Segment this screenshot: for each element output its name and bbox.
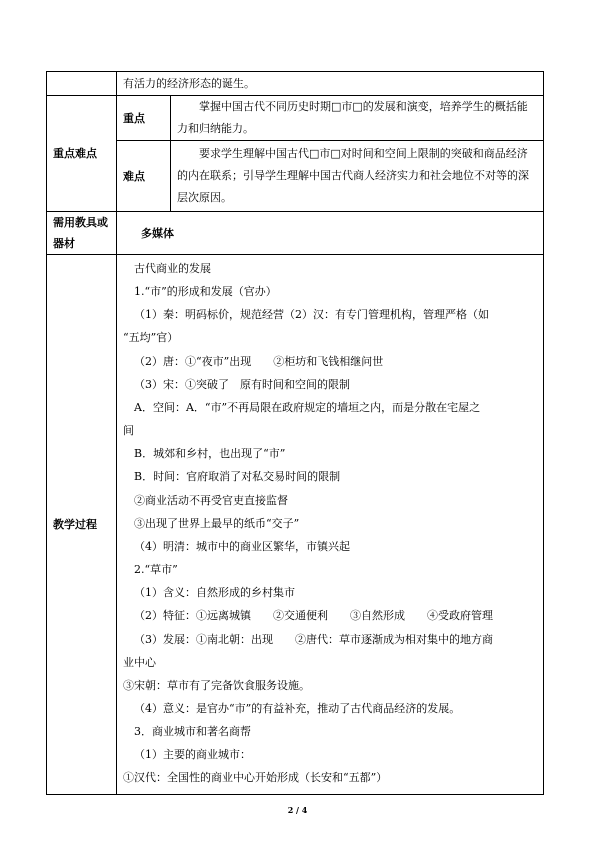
intro-label-cell <box>47 72 117 96</box>
process-line: （2）唐：①“夜市”出现 ②柜坊和飞钱相继问世 <box>134 354 384 368</box>
key-point-row <box>47 96 544 141</box>
process-line: ②商业活动不再受官吏直接监督 <box>134 493 288 507</box>
process-line: （2）特征：①远离城镇 ②交通便利 ③自然形成 ④受政府管理 <box>134 609 493 623</box>
intro-row <box>47 72 544 96</box>
process-line: ③出现了世界上最早的纸币“交子” <box>134 516 300 530</box>
process-line: 1.“市”的形成和发展（官办） <box>134 285 277 299</box>
process-line: （3）宋：①突破了 原有时间和空间的限制 <box>134 377 350 391</box>
process-content <box>117 255 544 795</box>
process-line: B．城郊和乡村，也出现了“市” <box>134 447 286 461</box>
process-line: “五均”官） <box>123 331 179 345</box>
process-line: （4）意义：是官办“市”的有益补充，推动了古代商品经济的发展。 <box>134 701 461 715</box>
tools-label: 需用教具或器材 <box>47 212 117 255</box>
process-line: （1）含义：自然形成的乡村集市 <box>134 586 295 600</box>
process-label: 教学过程 <box>47 255 117 795</box>
tools-value: 多媒体 <box>117 212 544 255</box>
process-line: 2.“草市” <box>134 563 178 577</box>
process-line: 3．商业城市和著名商帮 <box>134 725 251 739</box>
process-line: A．空间：A．“市”不再局限在政府规定的墙垣之内，而是分散在宅屋之 <box>134 400 481 414</box>
difficulty-text: 要求学生理解中国古代□市□对时间和空间上限制的突破和商品经济的内在联系；引导学生理解中国古代商人经济实力和社会地位不对等的深层次原因。 <box>171 141 544 212</box>
page-number: 2 / 4 <box>287 805 308 815</box>
key-point-text: 掌握中国古代不同历史时期□市□的发展和演变，培养学生的概括能力和归纳能力。 <box>171 96 544 141</box>
process-line: ③宋朝：草市有了完备饮食服务设施。 <box>123 678 310 692</box>
tools-row <box>47 212 544 255</box>
process-row <box>47 255 544 795</box>
process-line: 业中心 <box>123 655 156 669</box>
process-line: 间 <box>123 424 134 438</box>
process-line: B．时间：官府取消了对私交易时间的限制 <box>134 470 341 484</box>
lesson-plan-table <box>46 71 544 795</box>
key-difficulty-label: 重点难点 <box>47 96 117 212</box>
process-line: 古代商业的发展 <box>134 262 211 275</box>
difficulty-label: 难点 <box>117 141 171 212</box>
process-line: （3）发展：①南北朝：出现 ②唐代：草市逐渐成为相对集中的地方商 <box>134 632 493 646</box>
process-line: （1）秦：明码标价，规范经营（2）汉：有专门管理机构，管理严格（如 <box>134 308 489 322</box>
process-line: （4）明清：城市中的商业区繁华，市镇兴起 <box>134 539 350 553</box>
process-line: （1）主要的商业城市： <box>134 748 251 762</box>
process-line: ①汉代：全国性的商业中心开始形成（长安和“五都”） <box>123 771 388 785</box>
intro-text: 有活力的经济形态的诞生。 <box>117 72 544 96</box>
key-point-label: 重点 <box>117 96 171 141</box>
difficulty-row <box>47 141 544 212</box>
